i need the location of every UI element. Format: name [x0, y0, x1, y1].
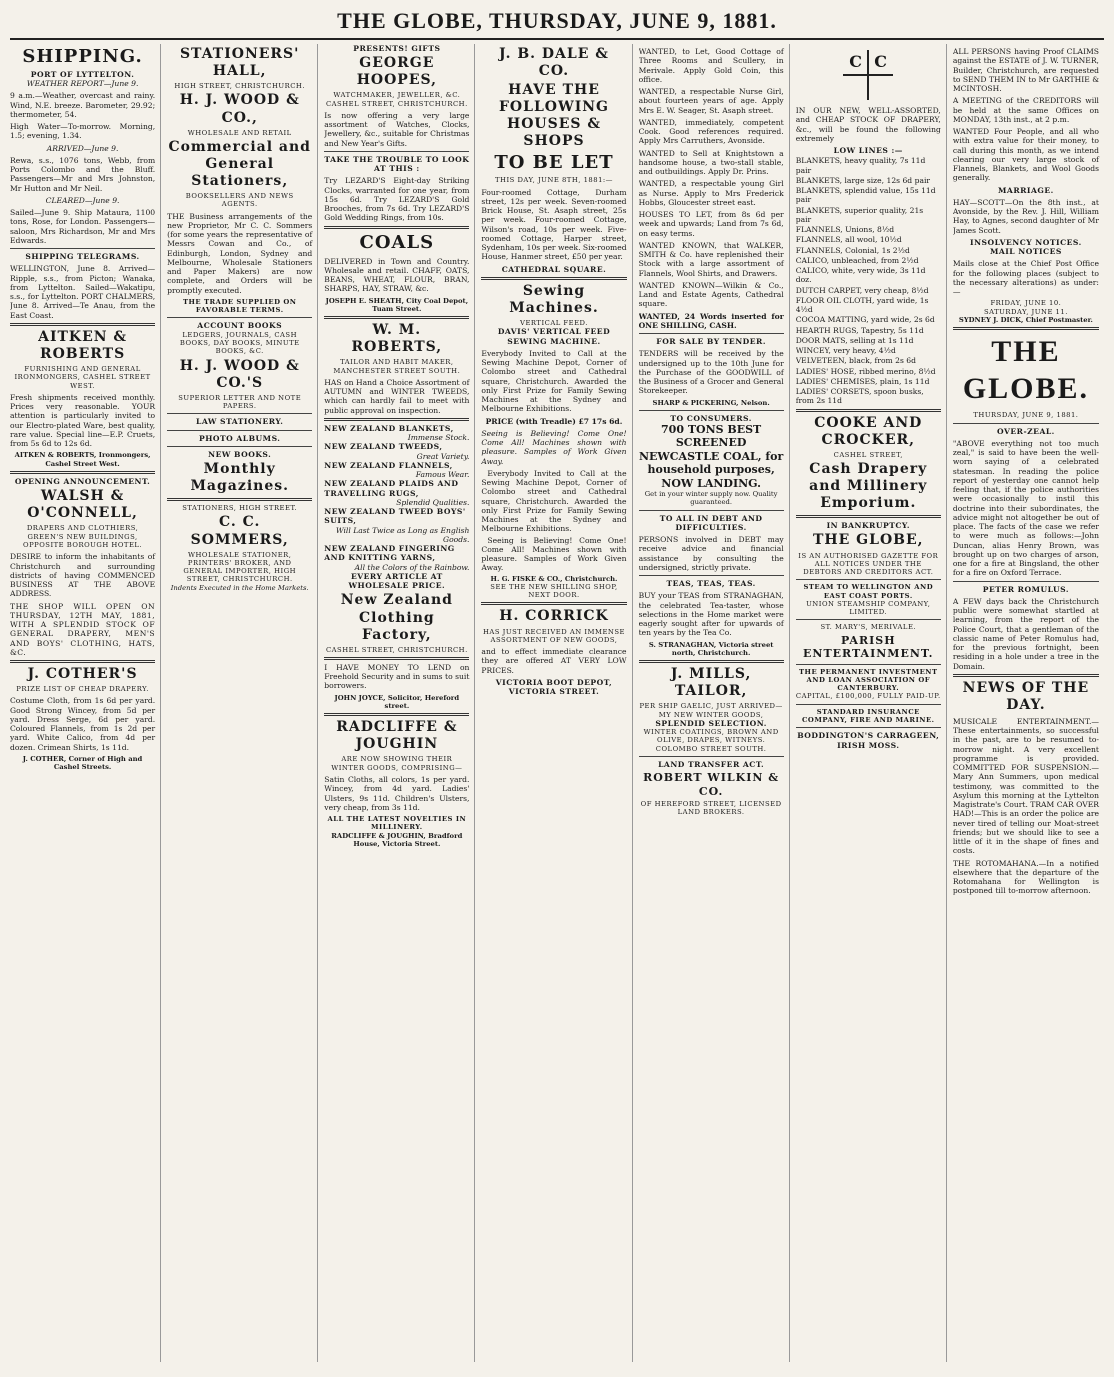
newbooks-heading: NEW BOOKS.	[208, 449, 272, 459]
boot-depot: VICTORIA BOOT DEPOT, VICTORIA STREET.	[495, 677, 613, 697]
aitken-text: Fresh shipments received monthly. Prices very reasonable. YOUR attention is particularly invited to our Electro-plated Ware, best quality, rare value. Special line—E.P. Cruets, from 5s 6d to 12s 6d.	[10, 392, 156, 449]
nz-tweeds: NEW ZEALAND TWEEDS,	[324, 442, 443, 452]
hoopes-text: Is now offering a very large assortment of Watches, Clocks, Jewellery, &c., suitable for Christmas and New Year's Gifts.	[324, 110, 470, 148]
splendid: SPLENDID SELECTION.	[655, 718, 767, 728]
drapery-item: CALICO, unbleached, from 2½d	[795, 255, 919, 265]
weather-text: 9 a.m.—Weather, overcast and rainy. Wind, N.E. breeze. Barometer, 29.92; thermometer, 54.	[10, 91, 156, 119]
bankruptcy: IN BANKRUPTCY.	[826, 521, 910, 531]
sheath-sign: JOSEPH E. SHEATH, City Coal Depot, Tuam Street.	[325, 296, 469, 313]
cother-sub: PRIZE LIST OF CHEAP DRAPERY.	[16, 685, 149, 694]
stationers-heading: STATIONERS' HALL,	[179, 46, 300, 80]
sommers-heading: C. C. SOMMERS,	[190, 514, 289, 548]
column-2	[167, 44, 318, 1362]
walsh-text: DESIRE to inform the inhabitants of Christchurch and surrounding districts of having COMMENCED BUSINESS AT THE ABOVE ADDRESS.	[10, 552, 156, 599]
davis-price: PRICE (with Treadle) £7 17s 6d.	[485, 416, 623, 426]
nz-plaids-r: Splendid Qualities.	[396, 497, 470, 507]
tolet-date: THIS DAY, JUNE 8TH, 1881:—	[494, 176, 613, 185]
drapery-item: VELVETEEN, black, from 2s 6d	[795, 356, 916, 366]
drapery-item: FLANNELS, Unions, 8½d	[795, 225, 895, 234]
parish-heading: PARISH ENTERTAINMENT.	[803, 633, 934, 661]
drapery-items	[796, 156, 941, 405]
globe-date: THURSDAY, JUNE 9, 1881.	[973, 411, 1079, 420]
nz-fingering: NEW ZEALAND FINGERING AND KNITTING YARNS,	[324, 544, 455, 563]
wanted-4: WANTED to Sell at Knightstown a handsome house, a two-stall stable, and outbuildings. Apply Dr. Prins.	[638, 148, 784, 176]
coatings: WINTER COATINGS, BROWN AND OLIVE, DRAPES, WITNEYS.	[643, 728, 779, 745]
coal-sub: Get in your winter supply now. Quality guaranteed.	[644, 490, 778, 507]
insolvency-heading: INSOLVENCY NOTICES.	[970, 237, 1082, 247]
cathedral: CATHEDRAL SQUARE.	[501, 264, 607, 274]
arrived-text: Rewa, s.s., 1076 tons, Webb, from Ports Colombo and the Bluff. Passengers—Mr and Mrs Johnston, Mr Hutton and Mr Neil.	[10, 155, 156, 193]
wholesale: EVERY ARTICLE AT WHOLESALE PRICE.	[348, 571, 446, 591]
tolet-heading: TO BE LET	[494, 152, 614, 174]
drapery-item: BLANKETS, superior quality, 21s pair	[795, 205, 924, 224]
wanted-6: WANTED KNOWN, that WALKER, SMITH & Co. have replenished their Stock with a large assortment of Flannels, Wool Shirts, and Drawers.	[638, 240, 784, 278]
teas-text: BUY your TEAS from STRANAGHAN, the celebrated Tea-taster, whose selections in the Home market were eagerly sought after for upwards of ten years by the Tea Co.	[638, 591, 784, 638]
drapery-item: LADIES' CHEMISES, plain, 1s 11d	[795, 376, 930, 386]
drapery-item: COCOA MATTING, yard wide, 2s 6d	[795, 315, 935, 325]
peter-heading: PETER ROMULUS.	[982, 584, 1070, 594]
drapery-item: FLANNELS, Colonial, 1s 2½d	[795, 245, 910, 255]
wood-co-heading: H. J. WOOD & CO.'S	[179, 357, 300, 391]
high-water: High Water—To-morrow. Morning, 1.5; evening, 1.34.	[10, 122, 156, 141]
boots-note: SEE THE NEW SHILLING SHOP, NEXT DOOR.	[490, 582, 618, 600]
stationers-sub: HIGH STREET, CHRISTCHURCH.	[174, 82, 306, 91]
drapery-item: WINCEY, very heavy, 4½d	[795, 346, 896, 355]
fiske-sign: H. G. FISKE & CO., Christchurch.	[490, 574, 618, 583]
law-heading: LAW STATIONERY.	[195, 417, 284, 427]
colombo: COLOMBO STREET SOUTH.	[655, 744, 767, 753]
davis-text: Everybody Invited to Call at the Sewing Machine Depot, Corner of Colombo street and Cathedral square, Christchurch. Awarded the only First Prize for Family Sewing Machines at the Sydney and Melbourne Exhibitions.	[481, 348, 627, 414]
booksellers: BOOKSELLERS AND NEWS AGENTS.	[185, 192, 294, 209]
telegrams-text: WELLINGTON, June 8. Arrived—Ripple, s.s., from Picton; Wanaka, from Lyttelton. Sailed—Wakatipu, s.s., for Lyttelton. PORT CHALMERS, June 8. Arrived—Te Anau, from the East Coast.	[10, 264, 156, 320]
drapery-item: DUTCH CARPET, very cheap, 8½d	[795, 285, 929, 295]
friday: FRIDAY, JUNE 10.	[990, 299, 1062, 308]
sale-heading: FOR SALE BY TENDER.	[656, 337, 766, 346]
cother-sign: J. COTHER, Corner of High and Cashel Streets.	[22, 754, 143, 772]
coal-700: 700 TONS BEST SCREENED NEWCASTLE COAL, for household purposes, NOW LANDING.	[638, 423, 784, 490]
wilkin-heading: ROBERT WILKIN & CO.	[643, 771, 780, 798]
aitken-sub: FURNISHING AND GENERAL IRONMONGERS, CASHEL STREET WEST.	[14, 365, 151, 390]
globe-gazette: THE GLOBE,	[812, 532, 924, 549]
money-sign: JOHN JOYCE, Solicitor, Hereford street.	[334, 693, 460, 710]
sewing-heading: Sewing Machines.	[509, 282, 599, 317]
nz-blankets: NEW ZEALAND BLANKETS,	[324, 423, 454, 433]
drapery-item: FLANNELS, all wool, 10½d	[795, 235, 902, 245]
new-stock: IN OUR NEW, WELL-ASSORTED, and CHEAP STOCK OF DRAPERY, &c., will be found the following extremely	[795, 106, 941, 143]
column-6	[796, 44, 947, 1362]
low-lines: LOW LINES :—	[833, 146, 903, 155]
mail-heading: MAIL NOTICES	[989, 247, 1062, 256]
novelties: ALL THE LATEST NOVELTIES IN MILLINERY.	[327, 815, 467, 832]
photo-heading: PHOTO ALBUMS.	[198, 433, 281, 443]
aitken-sign: AITKEN & ROBERTS, Ironmongers, Cashel Street West.	[14, 451, 151, 468]
cother-heading: J. COTHER'S	[27, 666, 138, 683]
nz-boys: NEW ZEALAND TWEED BOYS' SUITS,	[324, 507, 466, 526]
claims-notice: ALL PERSONS having Proof CLAIMS against the ESTATE of J. W. TURNER, Builder, Christchurch, are requested to SEND THEM IN to Mr GARTHIE & MCINTOSH.	[952, 47, 1099, 93]
walsh-heading: WALSH & O'CONNELL,	[27, 488, 138, 522]
union-company: UNION STEAMSHIP COMPANY, LIMITED.	[806, 599, 931, 617]
column-5	[639, 44, 790, 1362]
news-text: MUSICALE ENTERTAINMENT.—These entertainments, so successful in the past, are to be resumed to-morrow night. A very excellent programme is provided. COMMITTED FOR SUSPENSION.—Mary Ann Summers, upon medical testimony, was committed to the Asylum this morning at the Lyttelton Magistrate's Court. TRAM CAR OVER HAD!—This is an order the police are never tired of telling our Moat-street friends; but we should like to see a little of it in the shape of fines and costs.	[952, 716, 1099, 856]
wanted-1: WANTED, to Let, Good Cottage of Three Rooms and Scullery, in Merivale. Apply Gold Coin, this office.	[638, 47, 784, 84]
coals-heading: COALS	[359, 231, 435, 253]
port-heading: PORT OF LYTTELTON.	[30, 69, 135, 79]
nz-flannels: NEW ZEALAND FLANNELS,	[324, 460, 453, 470]
davis-heading: DAVIS' VERTICAL FEED SEWING MACHINE.	[497, 327, 611, 346]
cooke-heading: COOKE AND CROCKER,	[814, 414, 923, 448]
dale-heading: J. B. DALE & CO.	[499, 46, 609, 80]
trouble-heading: TAKE THE TROUBLE TO LOOK AT THIS :	[324, 154, 470, 174]
masthead: THE GLOBE, THURSDAY, JUNE 9, 1881.	[10, 8, 1104, 40]
superior-papers: SUPERIOR LETTER AND NOTE PAPERS.	[178, 393, 302, 411]
corrick-sub: HAS JUST RECEIVED AN IMMENSE ASSORTMENT OF NEW GOODS,	[482, 627, 625, 644]
shipping-heading: SHIPPING.	[22, 46, 143, 67]
teas-heading: TEAS, TEAS, TEAS.	[666, 579, 756, 589]
stranaghan-sign: S. STRANAGHAN, Victoria street north, Christchurch.	[648, 640, 774, 657]
corrick-text: and to effect immediate clearance they are offered AT VERY LOW PRICES.	[481, 647, 627, 675]
boddington: BODDINGTON'S CARRAGEEN, IRISH MOSS.	[797, 731, 940, 750]
steam-heading: STEAM TO WELLINGTON AND EAST COAST PORTS.	[803, 583, 934, 600]
account-heading: ACCOUNT BOOKS	[197, 321, 283, 331]
radcliffe-text: Satin Cloths, all colors, 1s per yard. Wincey, from 4d yard. Ladies' Ulsters, 9s 11d. Children's Ulsters, very cheap, from 3s 11d.	[324, 775, 470, 812]
column-3	[324, 44, 475, 1362]
houses-heading: HAVE THE FOLLOWING HOUSES & SHOPS	[498, 82, 610, 150]
weather-heading: WEATHER REPORT—June 9.	[26, 79, 139, 89]
roberts-heading: W. M. ROBERTS,	[351, 322, 443, 356]
wanted-5: WANTED, a respectable young Girl as Nurse. Apply to Mrs Frederick Hobbs, Gloucester street east.	[638, 179, 784, 207]
consumers-heading: TO CONSUMERS.	[670, 413, 752, 423]
walsh-sub: DRAPERS AND CLOTHIERS, GREEN'S NEW BUILDINGS, OPPOSITE BOROUGH HOTEL.	[23, 524, 143, 549]
presents-heading: PRESENTS! GIFTS	[353, 44, 441, 53]
wanted-2: WANTED, a respectable Nurse Girl, about fourteen years of age. Apply Mrs E. W. Seager, St. Asaph street.	[638, 87, 784, 115]
drapery-item: LADIES' CORSETS, spoon busks, from 2s 11d	[795, 387, 924, 406]
houses-to-let: HOUSES TO LET, from 8s 6d per week and upwards; Land from 7s 6d, on easy terms.	[638, 210, 784, 238]
money-text: I HAVE MONEY TO LEND on Freehold Security and in sums to suit borrowers.	[324, 662, 470, 691]
meeting-notice: A MEETING of the CREDITORS will be held at the same Offices on MONDAY, 13th inst., at 2 p.m.	[952, 96, 1099, 124]
hoopes-heading: GEORGE HOOPES,	[356, 55, 437, 89]
saturday: SATURDAY, JUNE 11.	[983, 307, 1068, 316]
sharp-sign: SHARP & PICKERING, Nelson.	[652, 398, 770, 407]
telegrams-heading: SHIPPING TELEGRAMS.	[25, 252, 140, 262]
peter-text: A FEW days back the Christchurch public were somewhat startled at learning, from the report of the Police Court, that a gentleman of the classic name of Peter Romulus had, for the previous fortnight, been residing in a hole under a tree in the Domain.	[952, 596, 1099, 671]
nz-fingering-r: All the Colors of the Rainbow.	[354, 562, 470, 572]
nz-boys-r: Will Last Twice as Long as English Goods.	[335, 525, 470, 544]
wood-text: THE Business arrangements of the new Proprietor, Mr C. C. Sommers (for some years the representative of Messrs Cowan and Co., of Edinburgh, London, Sydney and Melbourne, Wholesale Stationers and Paper Makers) are now complete, and Orders will be promptly executed.	[167, 211, 313, 295]
land-heading: LAND TRANSFER ACT.	[658, 760, 765, 769]
marriage-heading: MARRIAGE.	[998, 185, 1054, 195]
coals-text: DELIVERED in Town and Country. Wholesale and retail. CHAFF, OATS, BEANS, WHEAT, FLOUR, BRAN, SHARPS, HAY, STRAW, &c.	[324, 256, 470, 294]
overzeal-heading: OVER-ZEAL.	[996, 426, 1055, 436]
tolet-text: Four-roomed Cottage, Durham street, 12s per week. Seven-roomed Brick House, St. Asaph street, 25s per week. Four-roomed Cottage, Wilson's road, 10s per week. Five-roomed Cottage, Harper street, Sydenham, 10s per week. Six-roomed House, Hanmer street, £50 per year.	[481, 187, 627, 262]
wanted-8: WANTED, 24 Words inserted for ONE SHILLING, CASH.	[638, 311, 784, 330]
opening-heading: OPENING ANNOUNCEMENT.	[14, 477, 151, 487]
commercial-heading: Commercial and General Stationers,	[168, 138, 311, 190]
walsh-open: THE SHOP WILL OPEN ON THURSDAY, 12TH MAY, 1881, WITH A SPLENDID STOCK OF GENERAL DRAPERY, MEN'S AND BOYS' CLOTHING, HATS, &C.	[10, 601, 156, 657]
marriage-text: HAY—SCOTT—On the 8th inst., at Avonside, by the Rev. J. Hill, William Hay, to Agnes, second daughter of Mr James Scott.	[952, 197, 1099, 235]
authorised: IS AN AUTHORISED GAZETTE FOR ALL NOTICES UNDER THE DEBTORS AND CREDITORS ACT.	[798, 551, 939, 577]
wanted-notice: WANTED Four People, and all who with extra value for their money, to call during this month, as we intend clearing our very large stock of Flannels, Blankets, and Wool Goods generally.	[952, 127, 1099, 183]
nz-plaids: NEW ZEALAND PLAIDS AND TRAVELLING RUGS,	[324, 479, 459, 498]
trade-supplied: THE TRADE SUPPLIED ON FAVORABLE TERMS.	[182, 297, 297, 315]
arrived-heading: ARRIVED—June 9.	[46, 143, 119, 153]
mills-heading: J. MILLS, TAILOR,	[670, 666, 752, 700]
roberts-text: HAS on Hand a Choice Assortment of AUTUMN and WINTER TWEEDS, which can hardly fail to meet with public approval on inspection.	[324, 377, 470, 415]
cleared-text: Sailed—June 9. Ship Mataura, 1100 tons, Rose, for London. Passengers—saloon, Mrs Richardson, Mr and Mrs Edwards.	[10, 208, 156, 245]
ledgers: LEDGERS, JOURNALS, CASH BOOKS, DAY BOOKS, MINUTE BOOKS, &C.	[179, 330, 300, 356]
sewing-filler: Everybody Invited to Call at the Sewing Machine Depot, Corner of Colombo street and Cathedral square, Christchurch. Awarded the only First Prize for Family Sewing Machines at the Sydney and Melbourne Exhibitions. Seeing is Believing! Come One! Come All! Machines shown with pleasure. Samples of Work Given Away.	[481, 468, 627, 573]
factory-heading: New Zealand Clothing Factory,	[340, 592, 453, 643]
wood-heading: H. J. WOOD & CO.,	[179, 92, 300, 126]
radcliffe-sub: ARE NOW SHOWING THEIR WINTER GOODS, COMPRISING—	[331, 755, 463, 772]
standard: STANDARD INSURANCE COMPANY, FIRE AND MARINE.	[802, 707, 935, 724]
drapery-item: BLANKETS, heavy quality, 7s 11d pair	[795, 156, 926, 175]
drapery-item: HEARTH RUGS, Tapestry, 5s 11d	[795, 325, 924, 335]
trouble-text: Try LEZARD'S Eight-day Striking Clocks, warranted for one year, from 15s 6d. Try LEZARD'S Gold Brooches, from 7s 6d. Try LEZARD'S Gold Wedding Rings, from 10s.	[324, 176, 470, 223]
drapery-item: CALICO, white, very wide, 3s 11d doz.	[795, 266, 926, 285]
permanent: THE PERMANENT INVESTMENT AND LOAN ASSOCIATION OF CANTERBURY.	[798, 667, 938, 693]
capital: CAPITAL, £100,000, FULLY PAID-UP.	[795, 692, 941, 701]
column-1	[10, 44, 161, 1362]
mail-text: Mails close at the Chief Post Office for the following places (subject to the necessary alterations) as under:—	[952, 259, 1099, 296]
wanted-7: WANTED KNOWN—Wilkin & Co., Land and Estate Agents, Cathedral square.	[638, 280, 784, 309]
columns	[10, 44, 1104, 1362]
drapery-item: FLOOR OIL CLOTH, yard wide, 1s 4½d	[795, 295, 929, 314]
seeing-text: Seeing is Believing! Come One! Come All! Machines shown with pleasure. Samples of Work Given Away.	[481, 428, 627, 466]
factory-sub: CASHEL STREET, CHRISTCHURCH.	[325, 645, 468, 654]
nz-tweeds-r: Great Variety.	[416, 451, 470, 461]
monthly-heading: Monthly Magazines.	[190, 461, 289, 495]
wood-sub: WHOLESALE AND RETAIL	[187, 128, 292, 137]
radcliffe-heading: RADCLIFFE & JOUGHIN	[336, 719, 458, 753]
tenders-text: TENDERS will be received by the undersigned up to the 10th June for the Purchase of the GOODWILL of the Business of a Grocer and General Storekeeper.	[638, 349, 784, 396]
overzeal-text: "ABOVE everything not too much zeal," is said to have been the well-worn saying of a celebrated statesman. In reading the police report of yesterday one cannot help feeling that, if the police authorities were occasionally to instil this doctrine into their subordinates, the advice might not altogether be out of place. The facts of the case we refer to were much as follows:—John Duncan, alias Henry Brown, was brought up on two charges of arson, one for a fire at Bingsland, the other for a fire on Oxford Terrace.	[952, 438, 1099, 578]
rotomahana-text: THE ROTOMAHANA.—In a notified elsewhere that the departure of the Rotomahana for Wellington is postponed till to-morrow afternoon.	[952, 858, 1099, 896]
emporium: Cash Drapery and Millinery Emporium.	[809, 460, 928, 512]
drapery-item: BLANKETS, large size, 12s 6d pair	[795, 175, 931, 185]
nz-blankets-r: Immense Stock.	[407, 433, 470, 443]
aitken-heading: AITKEN & ROBERTS	[38, 328, 128, 363]
news-heading: NEWS OF THE DAY.	[962, 679, 1090, 713]
column-4	[481, 44, 632, 1362]
corrick-heading: H. CORRICK	[499, 608, 609, 625]
nz-flannels-r: Famous Wear.	[415, 470, 470, 480]
cleared-heading: CLEARED—June 9.	[45, 195, 120, 205]
mills-sub: PER SHIP GAELIC, JUST ARRIVED—MY NEW WINTER GOODS,	[639, 702, 783, 719]
radcliffe-addr: RADCLIFFE & JOUGHIN, Bradford House, Victoria Street.	[331, 831, 463, 848]
stationers-label: STATIONERS, HIGH STREET.	[182, 504, 298, 513]
drapery-item: LADIES' HOSE, ribbed merino, 8½d	[795, 366, 936, 376]
dick-sign: SYDNEY J. DICK, Chief Postmaster.	[958, 315, 1093, 324]
vertical-feed: VERTICAL FEED.	[520, 319, 588, 328]
column-7	[953, 44, 1104, 1362]
cooke-sub: CASHEL STREET,	[833, 450, 903, 459]
drapery-item: BLANKETS, splendid value, 15s 11d pair	[795, 186, 936, 205]
roberts-sub: TAILOR AND HABIT MAKER, MANCHESTER STREET SOUTH.	[333, 358, 461, 375]
indents: Indents Executed in the Home Markets.	[170, 583, 309, 592]
merivale: ST. MARY'S, MERIVALE.	[820, 623, 917, 632]
hoopes-sub: WATCHMAKER, JEWELLER, &C. CASHEL STREET, CHRISTCHURCH.	[325, 91, 468, 108]
debt-heading: TO ALL IN DEBT AND DIFFICULTIES.	[659, 513, 763, 532]
sommers-sub: WHOLESALE STATIONER, PRINTERS' BROKER, AND GENERAL IMPORTER, HIGH STREET, CHRISTCHURCH.	[183, 550, 297, 584]
debt-text: PERSONS involved in DEBT may receive advice and financial assistance by consulting the undersigned, strictly private.	[638, 535, 784, 572]
cother-text: Costume Cloth, from 1s 6d per yard. Good Strong Wincey, from 5d per yard. Dress Serge, 6d per yard. Coloured Flannels, from 1s 2d per yard. White Calico, from 4d per dozen. Crimean Shirts, 1s 11d.	[10, 696, 156, 752]
cc-logo: C C	[841, 48, 895, 102]
globe-heading: THE GLOBE.	[962, 335, 1090, 405]
wilkin-sub: OF HEREFORD STREET, LICENSED LAND BROKERS.	[640, 800, 782, 817]
drapery-item: DOOR MATS, selling at 1s 11d	[795, 335, 914, 345]
wanted-3: WANTED, immediately, competent Cook. Good references required. Apply Mrs Carruthers, Avonside.	[638, 117, 784, 146]
